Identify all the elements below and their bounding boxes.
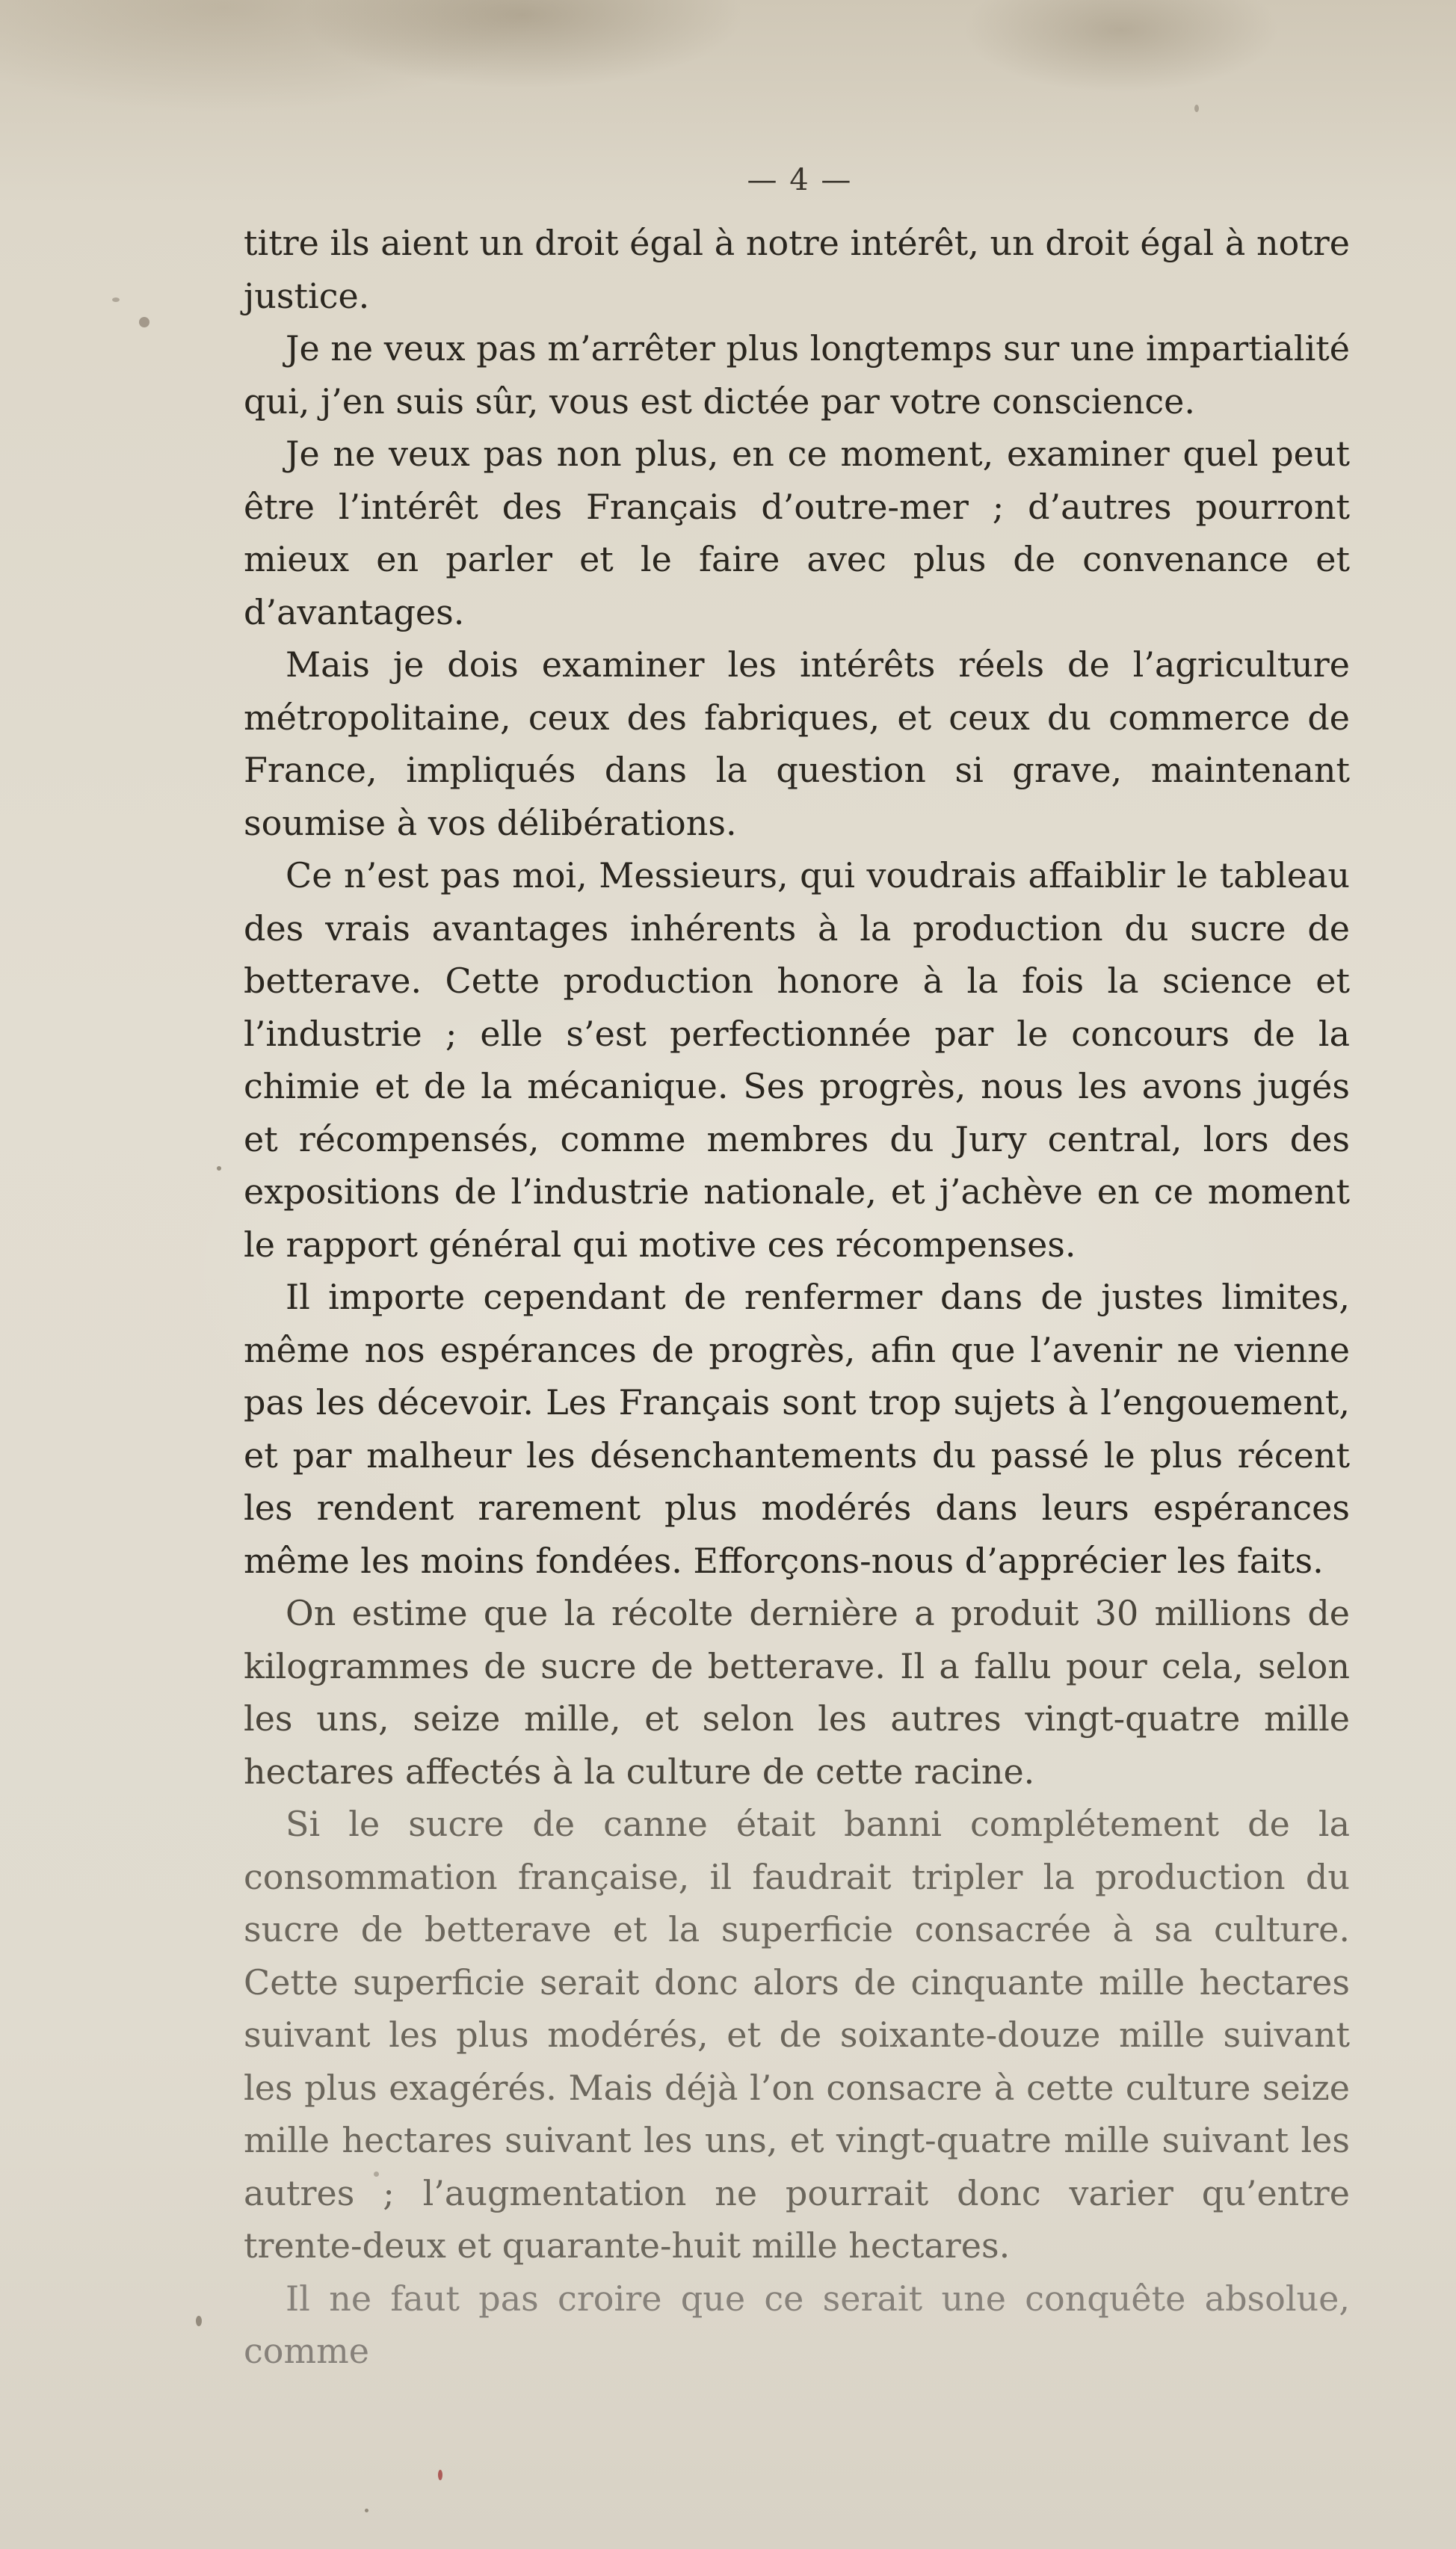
ink-speck xyxy=(438,2470,442,2480)
paragraph: Il importe cependant de renfermer dans de justes limites, même nos espérances de progrès, afin que l’avenir ne vienne pas les décevoir. Les Français sont trop sujets à l’engouement, et par malheur les désenchantements du passé le plus récent les rendent rarement plus modérés dans leurs espérances même les moins fondées. Efforçons-nous d’apprécier les faits. xyxy=(244,1277,1350,1581)
ink-speck xyxy=(139,317,149,327)
ink-speck xyxy=(196,2316,202,2326)
paragraph: Mais je dois examiner les intérêts réels de l’agriculture métropolitaine, ceux des fabriques, et ceux du commerce de France, impliqués dans la question si grave, maintenant soumise à vos délibérations. xyxy=(244,644,1350,843)
page-number: — 4 — xyxy=(747,163,853,197)
paragraph: Si le sucre de canne était banni complétement de la consommation française, il faudrait tripler la production du sucre de betterave et la superficie consacrée à sa culture. Cette superficie serait donc alors de cinquante mille hectares suivant les plus modérés, et de soixante-douze mille suivant les plus exagérés. Mais déjà l’on consacre à cette culture seize mille hectares suivant les uns, et vingt-quatre mille suivant les autres ; l’augmentation ne pourrait donc varier qu’entre trente-deux et quarante-huit mille hectares. xyxy=(244,1804,1350,2266)
paragraph: Je ne veux pas non plus, en ce moment, examiner quel peut être l’intérêt des Français d’outre-mer ; d’autres pourront mieux en parler et le faire avec plus de convenance et d’avantages. xyxy=(244,434,1350,632)
ink-speck xyxy=(112,298,120,302)
paragraph: On estime que la récolte dernière a produit 30 millions de kilogrammes de sucre de betterave. Il a fallu pour cela, selon les uns, seize mille, et selon les autres vingt-quatre mille hectares affectés à la culture de cette racine. xyxy=(244,1593,1350,1792)
ink-speck xyxy=(365,2509,368,2512)
paragraph: titre ils aient un droit égal à notre intérêt, un droit égal à notre justice. xyxy=(244,223,1350,316)
paragraph: Je ne veux pas m’arrêter plus longtemps sur une impartialité qui, j’en suis sûr, vous est dictée par votre conscience. xyxy=(244,328,1350,422)
paragraph: Il ne faut pas croire que ce serait une conquête absolue, comme xyxy=(244,2278,1350,2371)
ink-speck xyxy=(1194,105,1199,112)
paragraph: Ce n’est pas moi, Messieurs, qui voudrais affaiblir le tableau des vrais avantages inhérents à la production du sucre de betterave. Cette production honore à la fois la science et l’industrie ; elle s’est perfectionnée par le concours de la chimie et de la mécanique. Ses progrès, nous les avons jugés et récompensés, comme membres du Jury central, lors des expositions de l’industrie nationale, et j’achève en ce moment le rapport général qui motive ces récompenses. xyxy=(244,855,1350,1265)
body-text xyxy=(244,217,1350,2378)
ink-speck xyxy=(217,1166,221,1171)
